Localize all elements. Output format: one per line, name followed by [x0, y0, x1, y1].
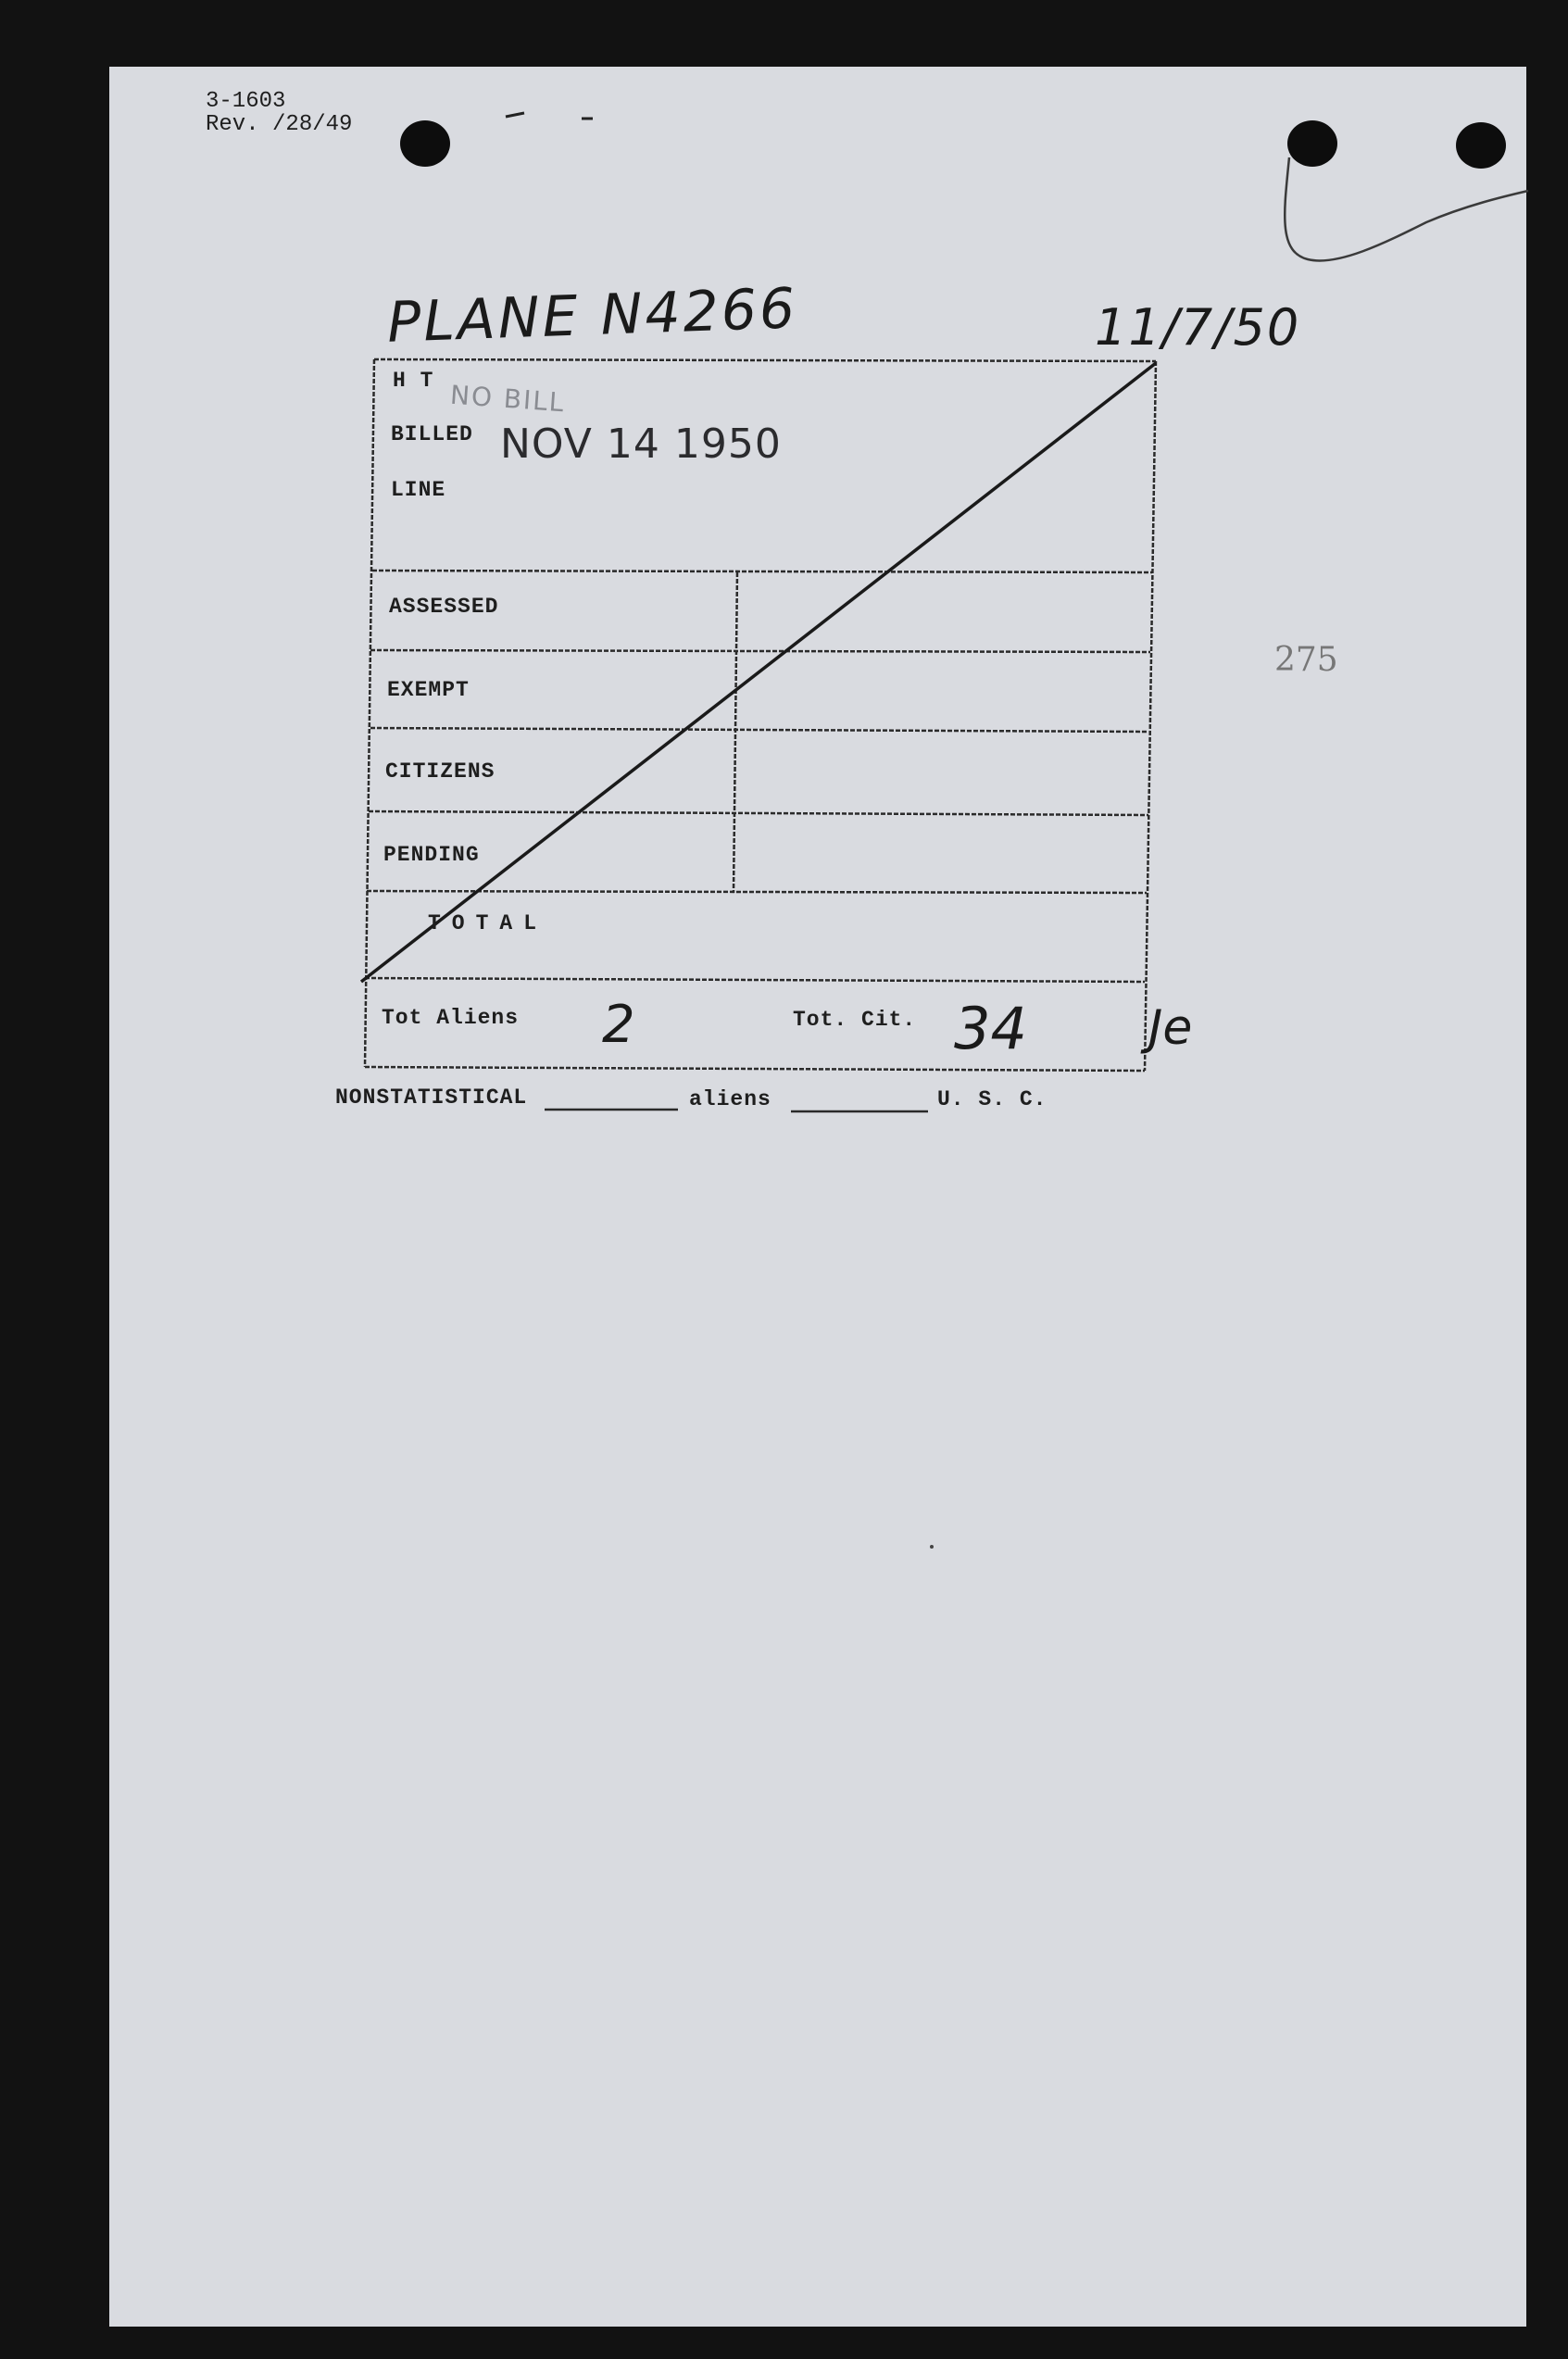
- billed-label: BILLED: [391, 422, 473, 446]
- page-number: 275: [1274, 641, 1338, 679]
- billed-date-stamp: NOV 14 1950: [500, 420, 782, 468]
- usc-label: U. S. C.: [937, 1087, 1047, 1111]
- tot-aliens-label: Tot Aliens: [382, 1006, 520, 1030]
- tot-cit-value: 34: [954, 995, 1027, 1062]
- citizens-label: CITIZENS: [385, 759, 495, 784]
- form-number: 3-1603: [206, 89, 286, 114]
- total-label: TOTAL: [428, 911, 548, 935]
- initials-handwritten: Je: [1148, 1000, 1193, 1056]
- plane-id-handwritten: PLANE N4266: [385, 276, 799, 356]
- form-revision: Rev. /28/49: [206, 112, 353, 137]
- line-label: LINE: [391, 478, 446, 502]
- exempt-label: EXEMPT: [387, 678, 470, 702]
- date-handwritten: 11/7/50: [1095, 298, 1301, 357]
- assessed-label: ASSESSED: [389, 595, 499, 619]
- nonstatistical-label: NONSTATISTICAL: [335, 1085, 528, 1110]
- ht-label: H T: [393, 369, 434, 393]
- no-bill-stamp: NO BILL: [449, 379, 567, 419]
- pending-label: PENDING: [383, 843, 480, 867]
- tot-aliens-value: 2: [602, 995, 635, 1055]
- tot-cit-label: Tot. Cit.: [793, 1008, 917, 1032]
- aliens-label: aliens: [689, 1087, 771, 1111]
